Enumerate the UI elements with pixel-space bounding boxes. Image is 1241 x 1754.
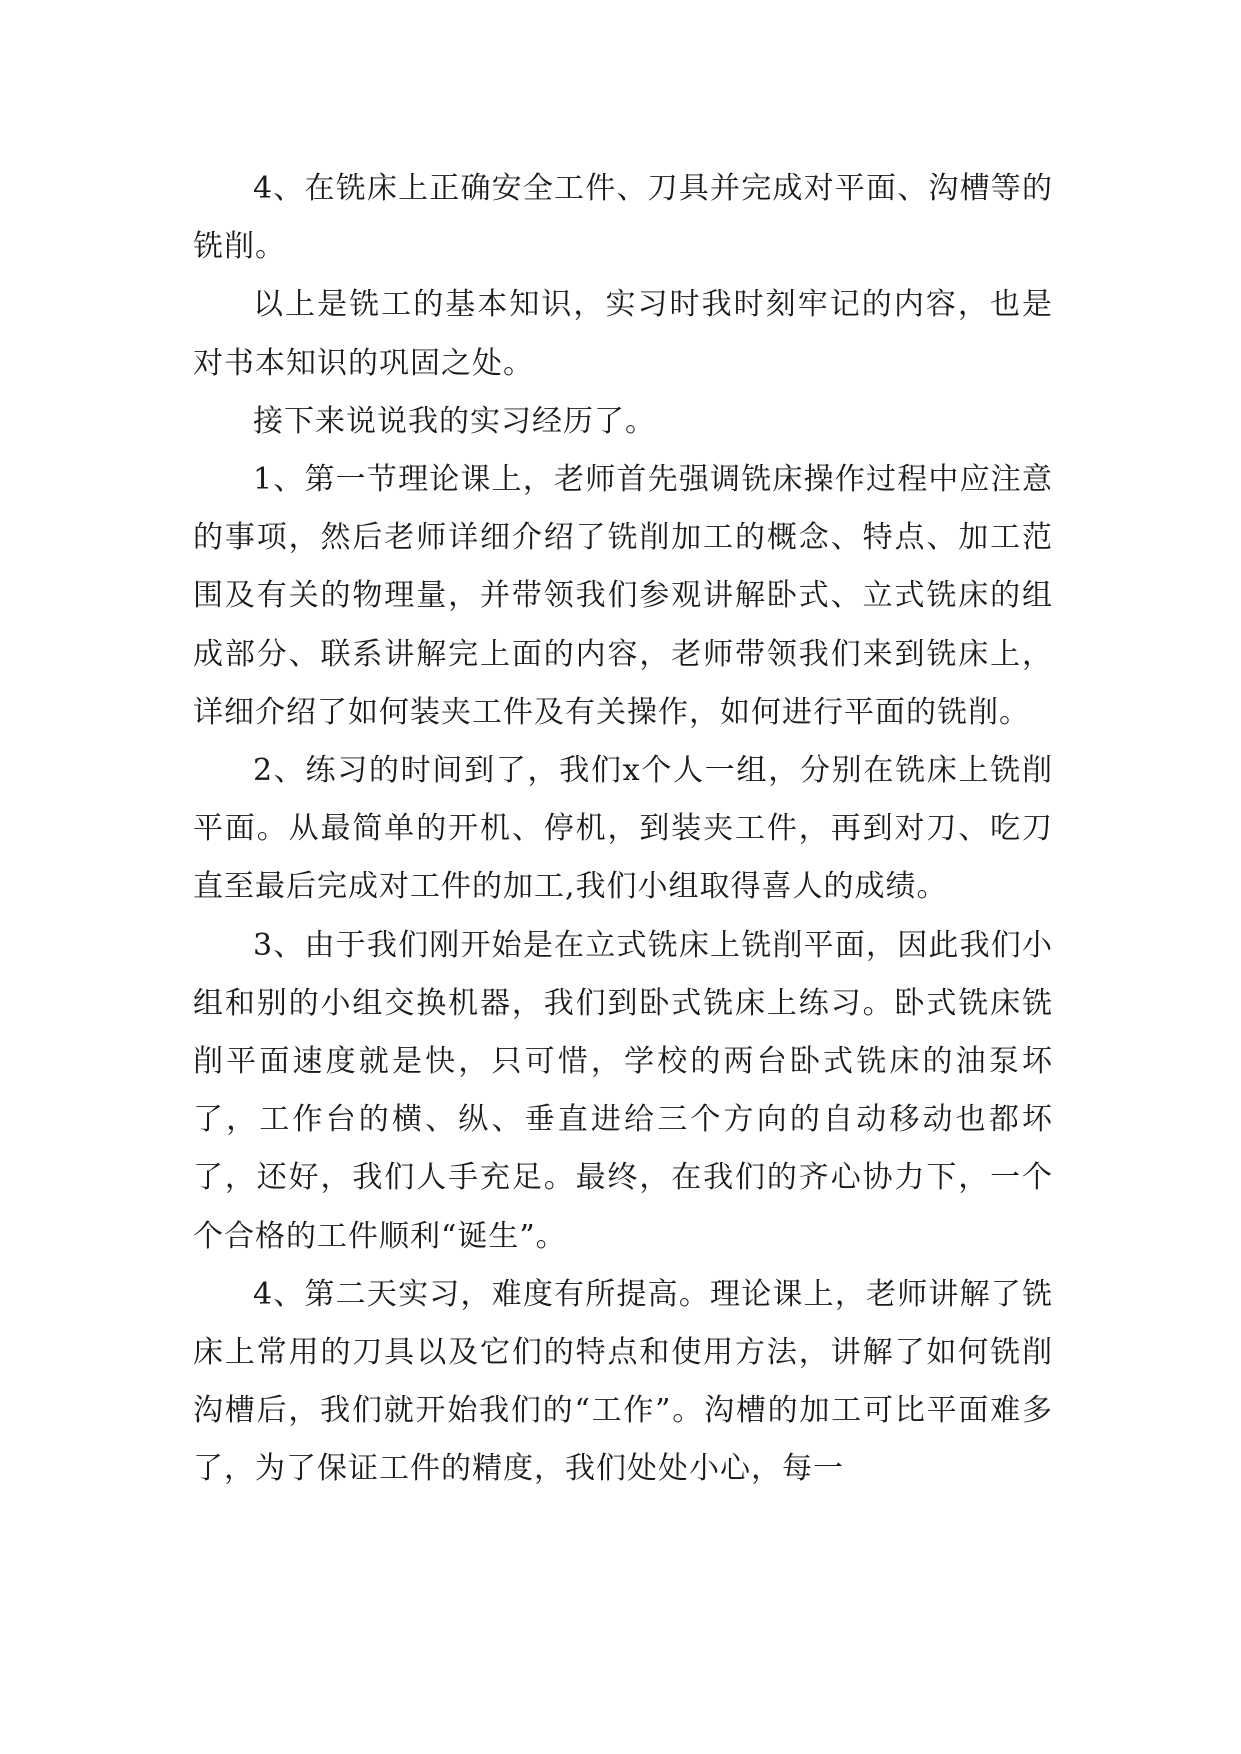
paragraph-5: 2、练习的时间到了，我们x个人一组，分别在铣床上铣削平面。从最简单的开机、停机，到装夹工件，再到对刀、吃刀直至最后完成对工件的加工,我们小组取得喜人的成绩。 — [193, 753, 1053, 905]
document-body — [193, 160, 1053, 1499]
paragraph-3: 接下来说说我的实习经历了。 — [253, 403, 656, 439]
paragraph-2: 以上是铣工的基本知识，实习时我时刻牢记的内容，也是对书本知识的巩固之处。 — [193, 287, 1053, 381]
paragraph-4: 1、第一节理论课上，老师首先强调铣床操作过程中应注意的事项，然后老师详细介绍了铣削加工的概念、特点、加工范围及有关的物理量，并带领我们参观讲解卧式、立式铣床的组成部分、联系讲解完上面的内容，老师带领我们来到铣床上，详细介绍了如何装夹工件及有关操作，如何进行平面的铣削。 — [193, 462, 1053, 730]
paragraph-7: 4、第二天实习，难度有所提高。理论课上，老师讲解了铣床上常用的刀具以及它们的特点和使用方法，讲解了如何铣削沟槽后，我们就开始我们的“工作”。沟槽的加工可比平面难多了，为了保证工件的精度，我们处处小心，每一 — [193, 1276, 1053, 1487]
paragraph-6: 3、由于我们刚开始是在立式铣床上铣削平面，因此我们小组和别的小组交换机器，我们到卧式铣床上练习。卧式铣床铣削平面速度就是快，只可惜，学校的两台卧式铣床的油泵坏了，工作台的横、纵、垂直进给三个方向的自动移动也都坏了，还好，我们人手充足。最终，在我们的齐心协力下，一个个合格的工件顺利“诞生”。 — [193, 927, 1053, 1254]
paragraph-1: 4、在铣床上正确安全工件、刀具并完成对平面、沟槽等的铣削。 — [193, 171, 1053, 265]
